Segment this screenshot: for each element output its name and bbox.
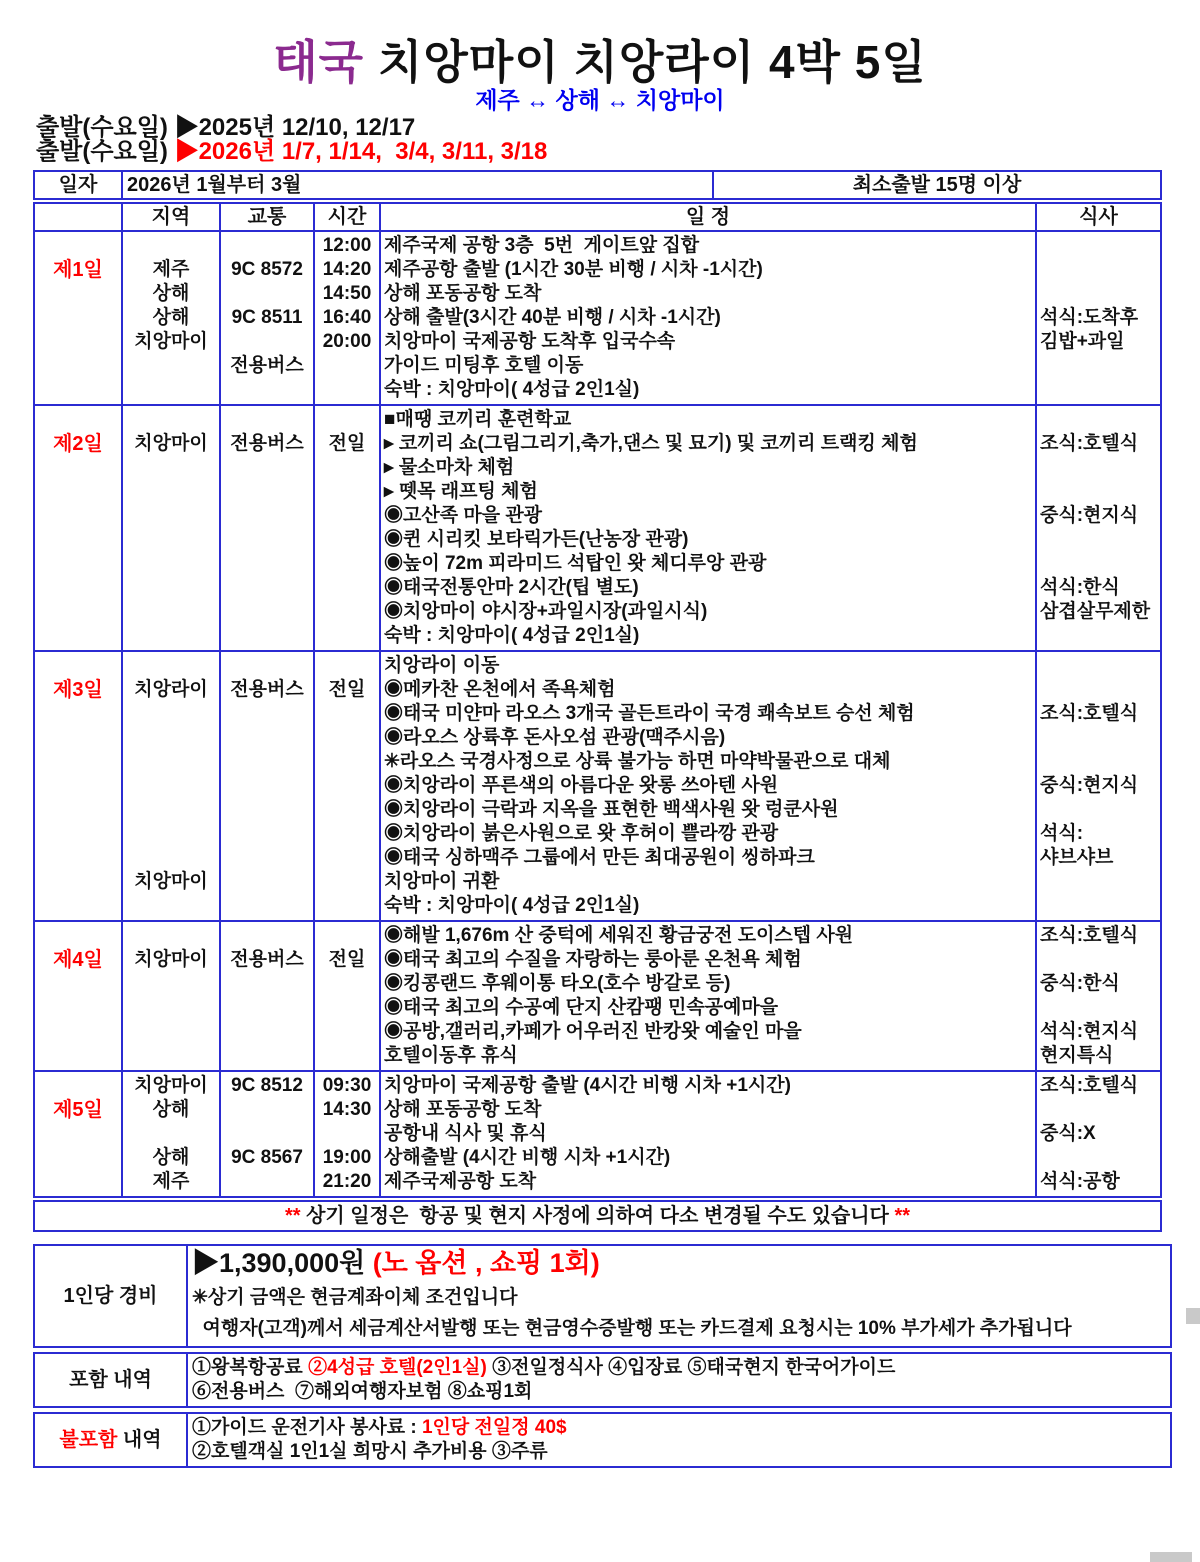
scrollbar-fragment <box>1150 1552 1192 1562</box>
excluded-row-content: ①가이드 운전기사 봉사료 : 1인당 전일정 40$ ②호텔객실 1인1실 희망시 추가비용 ③주류 <box>187 1413 1171 1467</box>
notice-text: ** 상기 일정은 항공 및 현지 사정에 의하여 다소 변경될 수도 있습니다 ** <box>34 1201 1161 1231</box>
day-row-2 <box>34 405 1161 651</box>
meals-cell: 조식:호텔식 중식:현지식 석식: 샤브샤브 <box>1036 651 1161 921</box>
region-cell: 치앙마이 <box>122 405 220 651</box>
notice-table <box>33 1200 1162 1232</box>
itinerary-cell: 제주국제 공항 3층 5번 게이트앞 집합 제주공항 출발 (1시간 30분 비행 / 시차 -1시간) 상해 포동공항 도착 상해 출발(3시간 40분 비행 / 시차 -1시간) 치앙마이 국제공항 도착후 입국수속 가이드 미팅후 호텔 이동 숙박 : 치앙마이( 4성급 2인1실) <box>380 231 1036 405</box>
day-label: 제4일 <box>34 921 122 1071</box>
scrollbar-fragment <box>1186 1308 1200 1324</box>
page-title: 태국 치앙마이 치앙라이 4박 5일 <box>273 36 927 88</box>
transport-cell: 전용버스 <box>220 921 314 1071</box>
day-label: 제5일 <box>34 1071 122 1197</box>
route-line: 제주 ↔ 상해 ↔ 치앙마이 <box>475 87 725 113</box>
region-cell: 치앙라이 치앙마이 <box>122 651 220 921</box>
notice-row <box>34 1201 1161 1231</box>
price-row-label: 1인당 경비 <box>34 1245 187 1347</box>
time-cell: 12:00 14:20 14:50 16:40 20:00 <box>314 231 380 405</box>
time-cell: 09:30 14:30 19:00 21:20 <box>314 1071 380 1197</box>
meals-cell: 석식:도착후 김밥+과일 <box>1036 231 1161 405</box>
itinerary-cell: ◉해발 1,676m 산 중턱에 세워진 황금궁전 도이스텝 사원 ◉태국 최고의 수질을 자랑하는 룽아룬 온천욕 체험 ◉킹콩랜드 후웨이통 타오(호수 방갈로 등) ◉태국 최고의 수공예 단지 산캄팽 민속공예마을 ◉공방,갤러리,카페가 어우러진 반캉왓 예술인 마을 호텔이동후 휴식 <box>380 921 1036 1071</box>
included-row-label: 포함 내역 <box>34 1353 187 1407</box>
excluded-table <box>33 1412 1172 1468</box>
region-cell: 제주 상해 상해 치앙마이 <box>122 231 220 405</box>
region-cell: 치앙마이 상해 상해 제주 <box>122 1071 220 1197</box>
itinerary-col-header: 일 정 <box>380 203 1036 231</box>
region-col-header: 지역 <box>122 203 220 231</box>
transport-cell: 9C 8512 9C 8567 <box>220 1071 314 1197</box>
min-pax-cell: 최소출발 15명 이상 <box>713 171 1161 199</box>
day-label: 제3일 <box>34 651 122 921</box>
period-header-row <box>34 171 1161 199</box>
period-header-table <box>33 170 1162 200</box>
day-row-3 <box>34 651 1161 921</box>
day-label: 제2일 <box>34 405 122 651</box>
included-row-content: ①왕복항공료 ②4성급 호텔(2인1실) ③전일정식사 ④입장료 ⑤태국현지 한국어가이드 ⑥전용버스 ⑦해외여행자보험 ⑧쇼핑1회 <box>187 1353 1171 1407</box>
meals-cell: 조식:호텔식 중식:현지식 석식:한식 삼겹살무제한 <box>1036 405 1161 651</box>
excluded-row-label: 불포함 내역 <box>34 1413 187 1467</box>
column-header-row <box>34 203 1161 231</box>
meals-col-header: 식사 <box>1036 203 1161 231</box>
time-col-header: 시간 <box>314 203 380 231</box>
time-cell: 전일 <box>314 405 380 651</box>
departure-dates: 출발(수요일) ▶2025년 12/10, 12/17 출발(수요일) ▶2026년 1/7, 1/14, 3/4, 3/11, 3/18 <box>36 114 548 165</box>
transport-col-header: 교통 <box>220 203 314 231</box>
itinerary-cell: 치앙라이 이동 ◉메카찬 온천에서 족욕체험 ◉태국 미얀마 라오스 3개국 골든트라이 국경 쾌속보트 승선 체험 ◉라오스 상륙후 돈사오섬 관광(맥주시음) ✳라오스 국경사정으로 상륙 불가능 하면 마약박물관으로 대체 ◉치앙라이 푸른색의 아름다운 왓롱 쓰아텐 사원 ◉치앙라이 극락과 지옥을 표현한 백색사원 왓 렁쿤사원 ◉치앙라이 붉은사원으로 왓 후허이 쁠라깡 관광 ◉태국 싱하맥주 그룹에서 만든 최대공원이 씽하파크 치앙마이 귀환 숙박 : 치앙마이( 4성급 2인1실) <box>380 651 1036 921</box>
page <box>0 36 1200 1468</box>
itinerary-cell: 치앙마이 국제공항 출발 (4시간 비행 시차 +1시간) 상해 포동공항 도착 공항내 식사 및 휴식 상해출발 (4시간 비행 시차 +1시간) 제주국제공항 도착 <box>380 1071 1036 1197</box>
day-row-4 <box>34 921 1161 1071</box>
meals-cell: 조식:호텔식 중식:X 석식:공항 <box>1036 1071 1161 1197</box>
day-label: 제1일 <box>34 231 122 405</box>
date-col-header: 일자 <box>34 171 122 199</box>
price-row-content: ▶1,390,000원 (노 옵션 , 쇼핑 1회) ✳상기 금액은 현금계좌이체 조건입니다 여행자(고객)께서 세금계산서발행 또는 현금영수증발행 또는 카드결제 요청시는 10% 부가세가 추가됩니다 <box>187 1245 1171 1347</box>
period-cell: 2026년 1월부터 3월 <box>122 171 713 199</box>
included-table <box>33 1352 1172 1408</box>
excluded-row <box>34 1413 1171 1467</box>
transport-cell: 9C 8572 9C 8511 전용버스 <box>220 231 314 405</box>
time-cell: 전일 <box>314 921 380 1071</box>
included-row <box>34 1353 1171 1407</box>
blank-header-cell <box>34 203 122 231</box>
day-row-5 <box>34 1071 1161 1197</box>
transport-cell: 전용버스 <box>220 651 314 921</box>
transport-cell: 전용버스 <box>220 405 314 651</box>
price-table <box>33 1244 1172 1348</box>
time-cell: 전일 <box>314 651 380 921</box>
itinerary-cell: ■매땡 코끼리 훈련학교 ▸ 코끼리 쇼(그림그리기,축가,댄스 및 묘기) 및 코끼리 트랙킹 체험 ▸ 물소마차 체험 ▸ 뗏목 래프팅 체험 ◉고산족 마을 관광 ◉퀸 시리킷 보타릭가든(난농장 관광) ◉높이 72m 피라미드 석탑인 왓 체디루앙 관광 ◉태국전통안마 2시간(팁 별도) ◉치앙마이 야시장+과일시장(과일시식) 숙박 : 치앙마이( 4성급 2인1실) <box>380 405 1036 651</box>
region-cell: 치앙마이 <box>122 921 220 1071</box>
day-row-1 <box>34 231 1161 405</box>
price-row <box>34 1245 1171 1347</box>
itinerary-table <box>33 202 1162 1198</box>
meals-cell: 조식:호텔식 중식:한식 석식:현지식 현지특식 <box>1036 921 1161 1071</box>
